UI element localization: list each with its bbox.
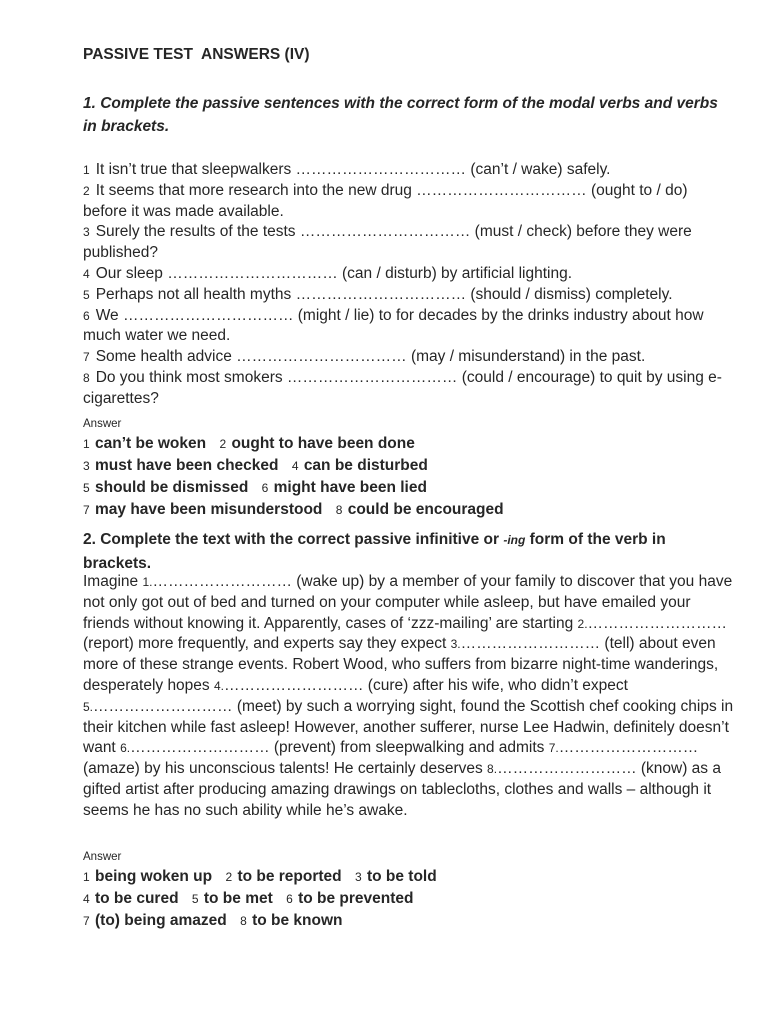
exercise-item <box>83 285 735 306</box>
answer-row <box>83 888 437 910</box>
answer-number: 4 <box>291 459 299 473</box>
text-fragment: ……………………… (amaze) by his unconscious talents! He certainly deserves <box>83 739 699 778</box>
item-text: It seems that more research into the new drug …………………………… (ought to / do) before it was made available. <box>83 181 688 220</box>
blank-number: 4. <box>213 678 224 693</box>
item-number: 8 <box>83 370 90 385</box>
exercise-1-answers <box>83 433 504 521</box>
answer-row <box>83 910 437 932</box>
answer-row <box>83 477 504 499</box>
item-number: 3 <box>83 225 90 240</box>
answer-number: 8 <box>240 914 247 928</box>
answer-number: 8 <box>335 503 343 517</box>
answer-number: 6 <box>286 892 293 906</box>
instruction-ing: -ing <box>503 533 526 547</box>
item-text: Surely the results of the tests …………………………… (must / check) before they were published? <box>83 223 692 262</box>
exercise-item <box>83 368 735 410</box>
answer-text: ought to have been done <box>231 435 415 452</box>
exercise-item <box>83 347 735 368</box>
answer-number: 7 <box>83 503 90 517</box>
blank-number: 2. <box>577 616 588 631</box>
item-text: Our sleep …………………………… (can / disturb) by artificial lighting. <box>95 264 573 282</box>
answer-text: may have been misunderstood <box>95 501 323 518</box>
exercise-2-answers <box>83 866 437 932</box>
item-number: 4 <box>83 266 90 281</box>
item-number: 1 <box>83 163 90 177</box>
answer-text: to be known <box>252 912 343 929</box>
answer-text: to be told <box>366 868 437 885</box>
text-fragment: ……………………… (report) more frequently, and experts say they expect <box>83 614 728 653</box>
answer-text: should be dismissed <box>95 479 249 496</box>
page-title: PASSIVE TEST ANSWERS (IV) <box>83 46 310 63</box>
answer-row <box>83 433 504 455</box>
item-number: 2 <box>83 183 90 198</box>
exercise-item <box>83 160 735 181</box>
answer-text: being woken up <box>95 868 213 885</box>
answer-number: 1 <box>83 437 90 451</box>
text-fragment: ……………………… (meet) by such a worrying sight, found the Scottish chef cooking chips in their kitchen while fast asleep! However, another sufferer, nurse Lee Hadwin, definitely doesn’t want <box>83 697 734 757</box>
item-number: 6 <box>83 308 90 323</box>
exercise-1-items <box>83 160 735 410</box>
answer-number: 5 <box>191 892 199 906</box>
answer-row <box>83 499 504 521</box>
text-fragment: ……………………… (cure) after his wife, who didn’t expect <box>224 676 628 694</box>
answer-label: Answer <box>83 418 122 430</box>
item-text: It isn’t true that sleepwalkers …………………………… (can’t / wake) safely. <box>95 161 611 178</box>
text-fragment: ……………………… (tell) about even more of these strange events. Robert Wood, who suffers from bizarre night-time wanderings, desperately hopes <box>83 635 719 694</box>
item-number: 7 <box>83 350 90 365</box>
blank-number: 5. <box>83 699 94 714</box>
item-number: 5 <box>83 287 90 302</box>
item-text: Do you think most smokers …………………………… (could / encourage) to quit by using e-cigarettes? <box>83 368 722 407</box>
answer-number: 7 <box>83 914 90 928</box>
exercise-1-instruction: 1. Complete the passive sentences with the correct form of the modal verbs and verbs in brackets. <box>83 95 718 135</box>
blank-number: 6. <box>120 741 131 756</box>
answer-number: 5 <box>83 481 90 495</box>
exercise-item <box>83 264 735 285</box>
blank-number: 7. <box>548 741 559 756</box>
blank-number: 1. <box>142 575 153 589</box>
answer-text: to be cured <box>95 890 179 907</box>
exercise-2-text <box>83 572 735 822</box>
item-text: Perhaps not all health myths …………………………… (should / dismiss) completely. <box>95 285 673 303</box>
text-fragment: ……………………… (wake up) by a member of your family to discover that you have not only got out of bed and turned on your computer while asleep, but have emailed your friends without knowing it. Apparently, cases of ‘zzz-mailing’ are starting <box>83 573 733 632</box>
answer-text: can be disturbed <box>303 457 428 474</box>
answer-label: Answer <box>83 851 122 863</box>
answer-number: 1 <box>83 870 90 884</box>
answer-number: 3 <box>83 459 90 473</box>
blank-number: 8. <box>487 762 498 777</box>
instruction-text: form of the verb in brackets. <box>83 531 666 572</box>
answer-number: 6 <box>261 481 269 495</box>
answer-text: to be reported <box>237 868 342 885</box>
answer-row <box>83 455 504 477</box>
answer-text: to be prevented <box>298 890 414 907</box>
answer-number: 2 <box>219 437 227 451</box>
answer-text: must have been checked <box>95 457 279 474</box>
answer-number: 4 <box>83 892 90 906</box>
exercise-item <box>83 306 735 348</box>
answer-number: 2 <box>225 870 233 884</box>
answer-text: might have been lied <box>273 479 427 496</box>
text-fragment: Imagine <box>83 573 143 590</box>
answer-number: 3 <box>354 870 362 884</box>
exercise-item <box>83 222 735 264</box>
text-fragment: ……………………… (prevent) from sleepwalking and admits <box>130 739 549 757</box>
answer-text: to be met <box>203 890 273 907</box>
item-text: Some health advice …………………………… (may / misunderstand) in the past. <box>95 348 646 366</box>
answer-text: can’t be woken <box>95 435 207 452</box>
exercise-2-instruction <box>83 528 733 575</box>
answer-text: could be encouraged <box>347 501 504 518</box>
instruction-text: 2. Complete the text with the correct passive infinitive or <box>83 531 504 548</box>
answer-row <box>83 866 437 888</box>
blank-number: 3. <box>450 637 461 652</box>
item-text: We …………………………… (might / lie) to for decades by the drinks industry about how much water we need. <box>83 306 704 345</box>
exercise-item <box>83 181 735 223</box>
text-fragment: ……………………… (know) as a gifted artist after producing amazing drawings on tablecloths, clothes and walls – although it seems he has no such ability while he’s awake. <box>83 760 721 819</box>
answer-text: (to) being amazed <box>95 912 227 929</box>
